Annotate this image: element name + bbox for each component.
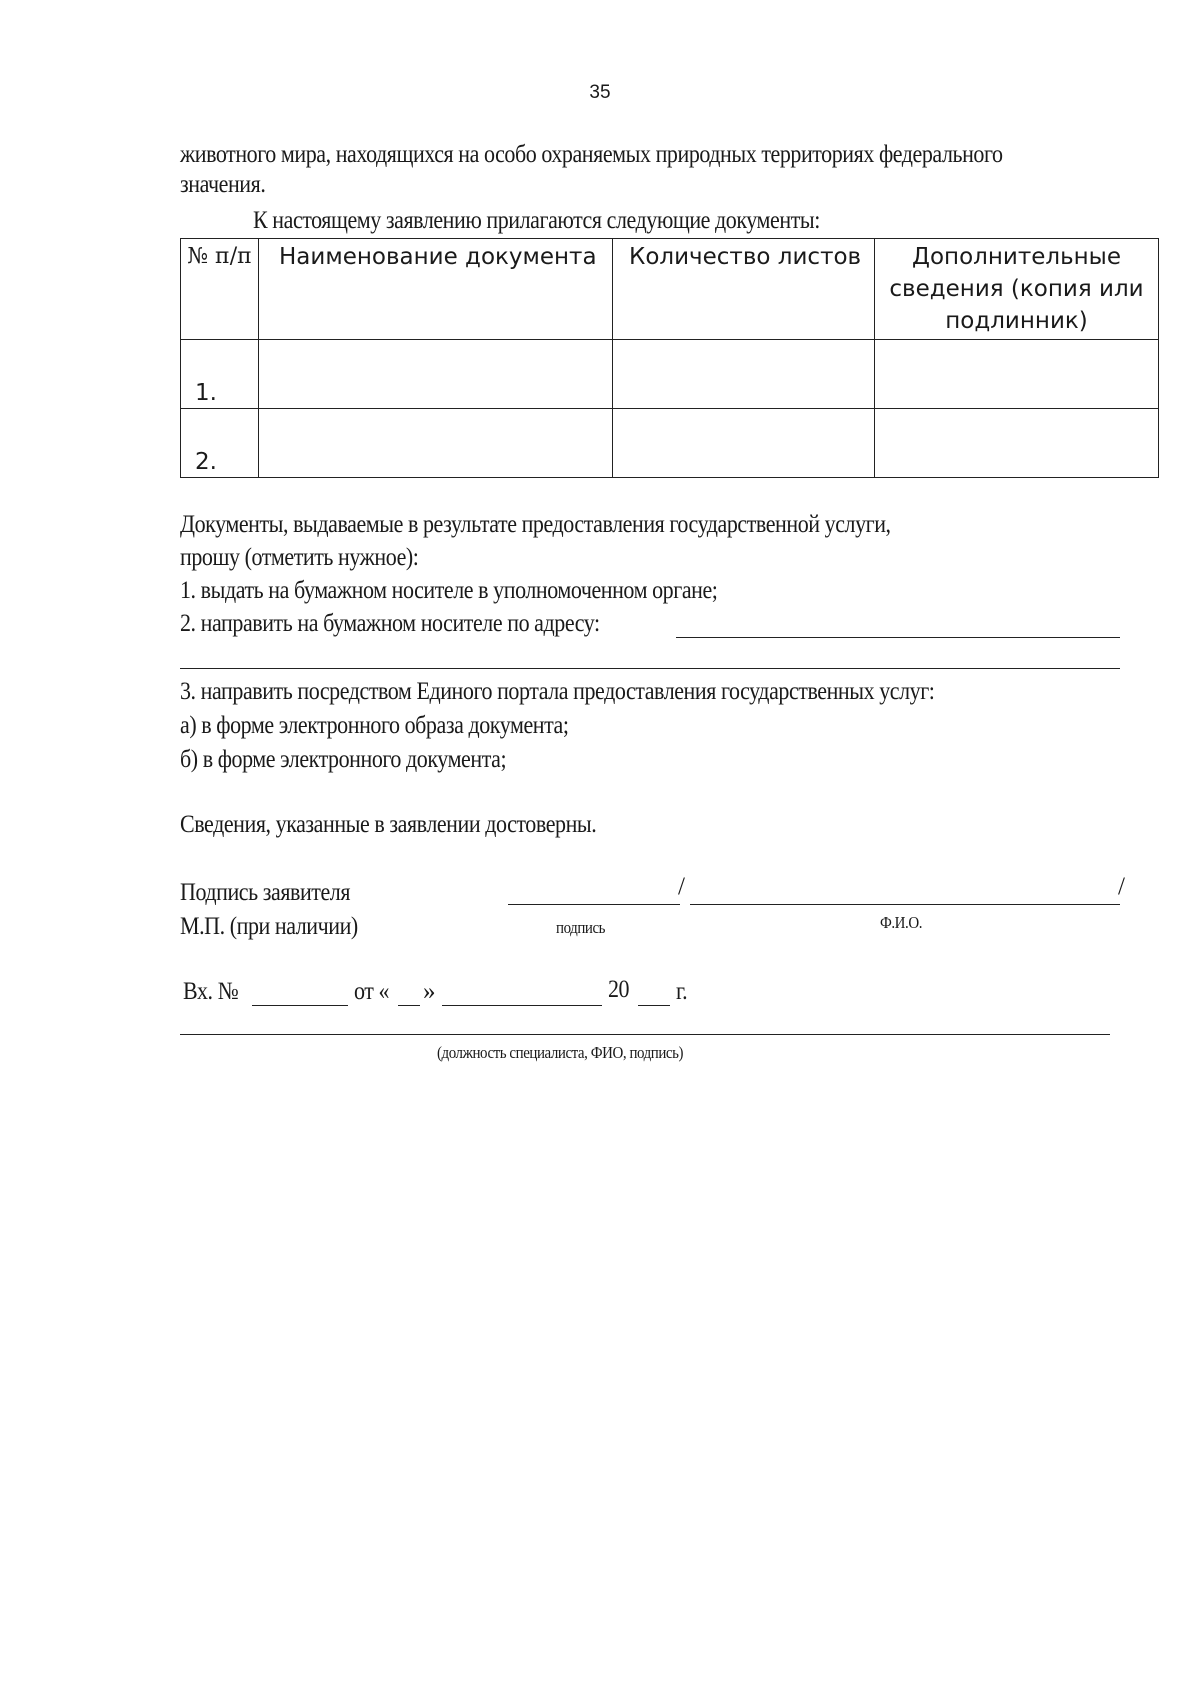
table-header-row — [181, 239, 1159, 340]
year-prefix: 20 — [608, 976, 630, 1003]
column-header-additional-info: Дополнительные сведения (копия или подлинник) — [875, 239, 1159, 340]
row-number: 1. — [181, 340, 259, 409]
day-field[interactable] — [398, 1005, 420, 1006]
intro-line-2: значения. — [180, 171, 266, 198]
attachments-heading: К настоящему заявлению прилагаются следующие документы: — [253, 207, 820, 234]
column-header-sheet-count: Количество листов — [613, 239, 875, 340]
full-name-field-line[interactable] — [690, 904, 1120, 905]
specialist-caption: (должность специалиста, ФИО, подпись) — [437, 1043, 684, 1062]
column-header-number: № п/п — [181, 239, 259, 340]
document-name-cell[interactable] — [259, 340, 613, 409]
specialist-field-line[interactable] — [180, 1034, 1110, 1035]
signature-end-separator: / — [1118, 873, 1125, 900]
year-field[interactable] — [638, 1005, 670, 1006]
signature-field-line[interactable] — [508, 904, 680, 905]
column-header-document-name: Наименование документа — [259, 239, 613, 340]
date-quote-close: » — [423, 978, 436, 1005]
incoming-number-label: Вх. № — [183, 978, 239, 1005]
address-field-line-2[interactable] — [180, 668, 1120, 669]
date-from-label: от « — [354, 978, 390, 1005]
confirmation-text: Сведения, указанные в заявлении достоверны. — [180, 811, 597, 838]
signature-caption: подпись — [556, 918, 606, 937]
table-row — [181, 340, 1159, 409]
delivery-option-3a[interactable]: а) в форме электронного образа документа; — [180, 712, 569, 739]
full-name-caption: Ф.И.О. — [880, 913, 923, 932]
month-field[interactable] — [442, 1005, 602, 1006]
additional-info-cell[interactable] — [875, 340, 1159, 409]
intro-line-1: животного мира, находящихся на особо охраняемых природных территориях федерального — [180, 141, 1003, 168]
delivery-line-2: прошу (отметить нужное): — [180, 544, 419, 571]
delivery-line-1: Документы, выдаваемые в результате предоставления государственной услуги, — [180, 511, 891, 538]
sheet-count-cell[interactable] — [613, 340, 875, 409]
intro-paragraph — [180, 140, 1115, 170]
delivery-option-3b[interactable]: б) в форме электронного документа; — [180, 746, 507, 773]
document-name-cell[interactable] — [259, 409, 613, 478]
signature-separator: / — [678, 873, 685, 900]
table-row — [181, 409, 1159, 478]
additional-info-cell[interactable] — [875, 409, 1159, 478]
year-suffix: г. — [676, 978, 688, 1005]
signature-label: Подпись заявителя — [180, 879, 351, 906]
stamp-label: М.П. (при наличии) — [180, 913, 358, 940]
delivery-option-3[interactable]: 3. направить посредством Единого портала предоставления государственных услуг: — [180, 678, 935, 705]
page-number: 35 — [589, 82, 611, 103]
attachments-table — [180, 238, 1159, 478]
delivery-option-2[interactable]: 2. направить на бумажном носителе по адресу: — [180, 610, 600, 637]
sheet-count-cell[interactable] — [613, 409, 875, 478]
incoming-number-field[interactable] — [252, 1005, 348, 1006]
row-number: 2. — [181, 409, 259, 478]
delivery-option-1[interactable]: 1. выдать на бумажном носителе в уполномоченном органе; — [180, 577, 718, 604]
address-field-line[interactable] — [676, 637, 1120, 638]
